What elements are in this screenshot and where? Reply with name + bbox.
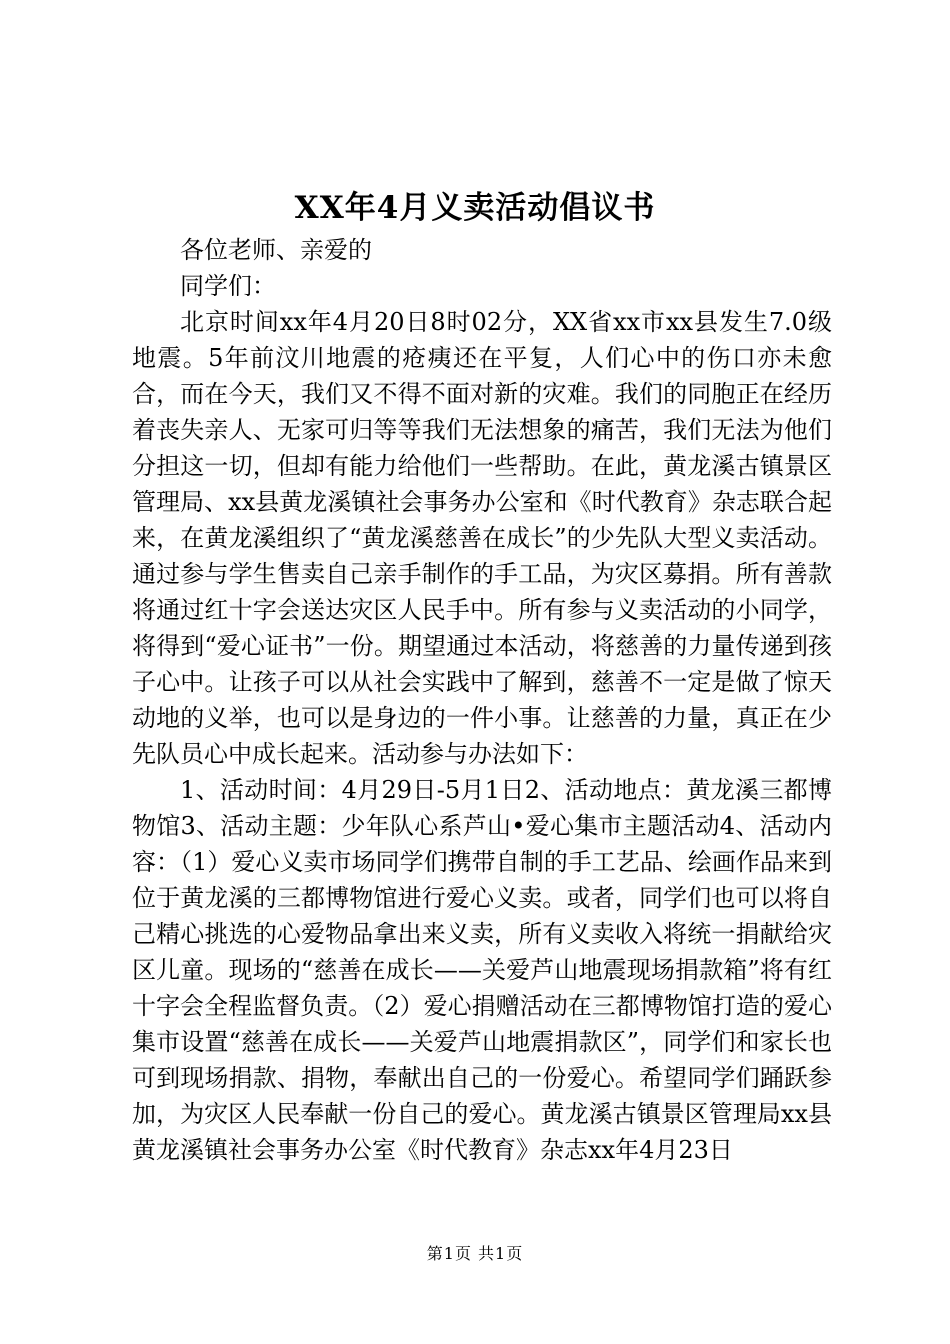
document-title: XX年4月义卖活动倡议书 (294, 190, 656, 226)
paragraph-intro: 北京时间xx年4月20日8时02分，XX省xx市xx县发生7.0级地震。5年前汶川地震的疮痍还在平复，人们心中的伤口亦未愈合，而在今天，我们又不得不面对新的灾难。我们的同胞正在经历着丧失亲人、无家可归等等我们无法想象的痛苦，我们无法为他们分担这一切，但却有能力给他们一些帮助。在此，黄龙溪古镇景区管理局、xx县黄龙溪镇社会事务办公室和《时代教育》杂志联合起来，在黄龙溪组织了“黄龙溪慈善在成长”的少先队大型义卖活动。通过参与学生售卖自己亲手制作的手工品，为灾区募捐。所有善款将通过红十字会送达灾区人民手中。所有参与义卖活动的小同学，将得到“爱心证书”一份。期望通过本活动，将慈善的力量传递到孩子心中。让孩子可以从社会实践中了解到，慈善不一定是做了惊天动地的义举，也可以是身边的一件小事。让慈善的力量，真正在少先队员心中成长起来。活动参与办法如下： (132, 308, 832, 768)
document-body (132, 232, 832, 1168)
paragraph-details: 1、活动时间：4月29日-5月1日2、活动地点：黄龙溪三都博物馆3、活动主题：少年队心系芦山•爱心集市主题活动4、活动内容：（1）爱心义卖市场同学们携带自制的手工艺品、绘画作品来到位于黄龙溪的三都博物馆进行爱心义卖。或者，同学们也可以将自己精心挑选的心爱物品拿出来义卖，所有义卖收入将统一捐献给灾区儿童。现场的“慈善在成长——关爱芦山地震现场捐款箱”将有红十字会全程监督负责。（2）爱心捐赠活动在三都博物馆打造的爱心集市设置“慈善在成长——关爱芦山地震捐款区”，同学们和家长也可到现场捐款、捐物，奉献出自己的一份爱心。希望同学们踊跃参加，为灾区人民奉献一份自己的爱心。黄龙溪古镇景区管理局xx县黄龙溪镇社会事务办公室《时代教育》杂志xx年4月23日 (132, 776, 832, 1164)
page-footer: 第1页 共1页 (426, 1244, 524, 1263)
salutation-line-2: 同学们： (180, 272, 276, 300)
salutation-line-1: 各位老师、亲爱的 (180, 236, 372, 264)
